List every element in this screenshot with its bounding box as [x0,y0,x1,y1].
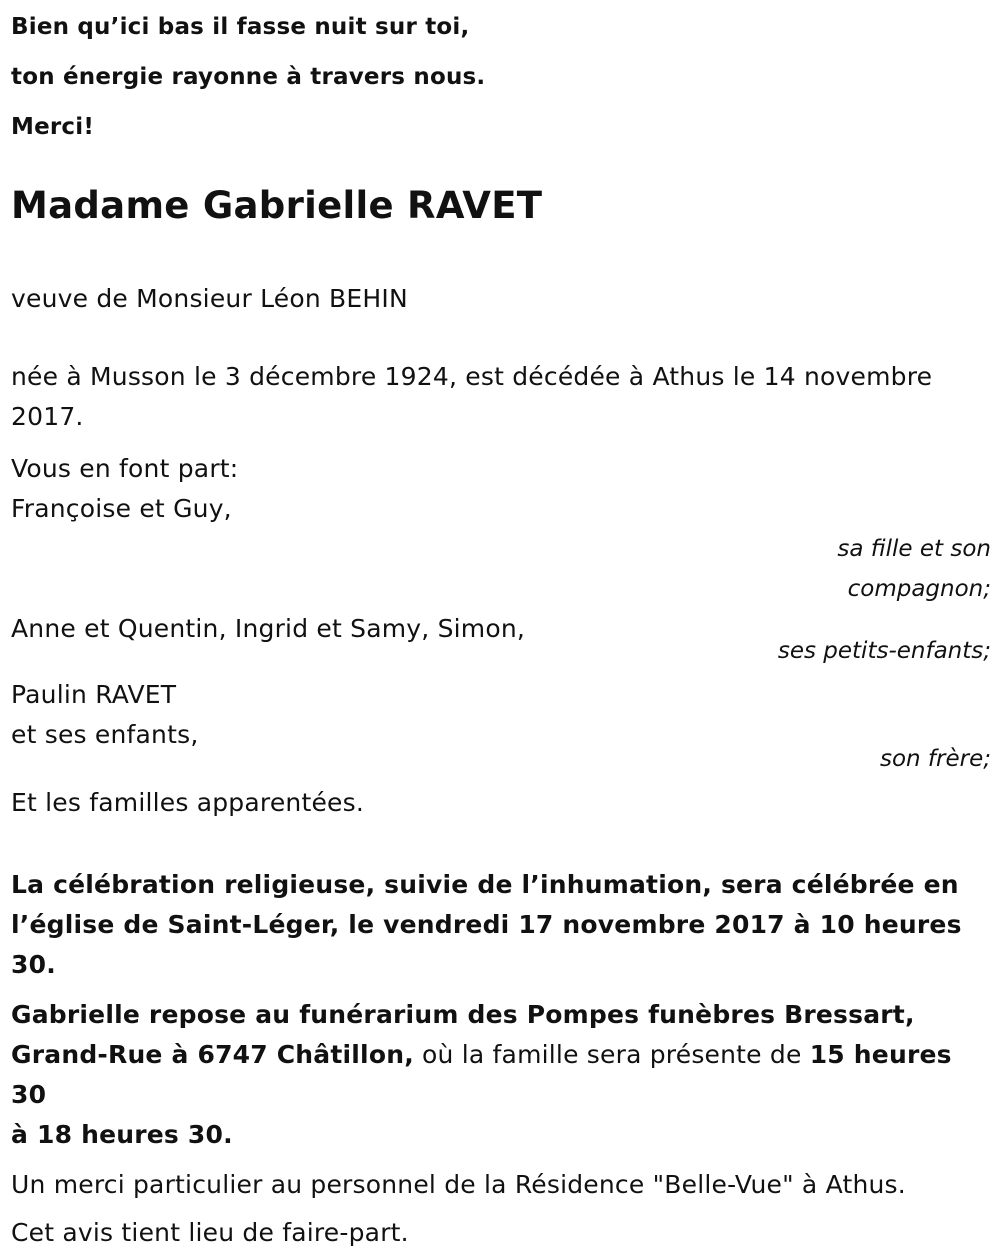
daughter-relation-line-1: sa fille et son [837,536,991,562]
funeral-home-address: Grand-Rue à 6747 Châtillon, [11,1040,414,1069]
birth-death-line-1: née à Musson le 3 décembre 1924, est décédée à Athus le 14 novembre [11,362,933,391]
brother-children: et ses enfants, [11,720,199,749]
daughter-relation-line-2: compagnon; [847,576,991,602]
brother-relation: son frère; [879,746,991,772]
ceremony-info [11,865,991,985]
grandchildren-names: Anne et Quentin, Ingrid et Samy, Simon, [11,614,526,643]
birth-death-line-2: 2017. [11,402,84,431]
daughter-relation [11,529,991,609]
spouse-line: veuve de Monsieur Léon BEHIN [11,284,408,313]
poem [11,2,991,152]
ceremony-line-1: La célébration religieuse, suivie de l’inhumation, sera célébrée en [11,870,959,899]
visitation-connector: où la famille sera présente de [413,1040,810,1069]
poem-line-3: Merci! [11,114,95,140]
grandchildren-relation: ses petits-enfants; [777,638,991,664]
birth-death-info [11,357,991,437]
visitation-line-3: à 18 heures 30. [11,1120,233,1149]
poem-line-2: ton énergie rayonne à travers nous. [11,64,486,90]
daughter-names: Françoise et Guy, [11,494,232,523]
relatives-line: Et les familles apparentées. [11,788,364,817]
brother-name: Paulin RAVET [11,680,177,709]
poem-line-1: Bien qu’ici bas il fasse nuit sur toi, [11,14,470,40]
visitation-line-2 [11,1035,991,1115]
visitation-line-1: Gabrielle repose au funérarium des Pompes funèbres Bressart, [11,1000,915,1029]
notice-line: Cet avis tient lieu de faire-part. [11,1218,409,1247]
visitation-info [11,995,991,1155]
notify-intro: Vous en font part: [11,454,239,483]
obituary-notice [11,0,991,1253]
deceased-name: Madame Gabrielle RAVET [11,184,543,227]
ceremony-line-2: l’église de Saint-Léger, le vendredi 17 novembre 2017 à 10 heures 30. [11,910,962,979]
visitation-start-time: 15 heures 30 [11,1040,952,1109]
thanks-line: Un merci particulier au personnel de la Résidence "Belle-Vue" à Athus. [11,1170,906,1199]
